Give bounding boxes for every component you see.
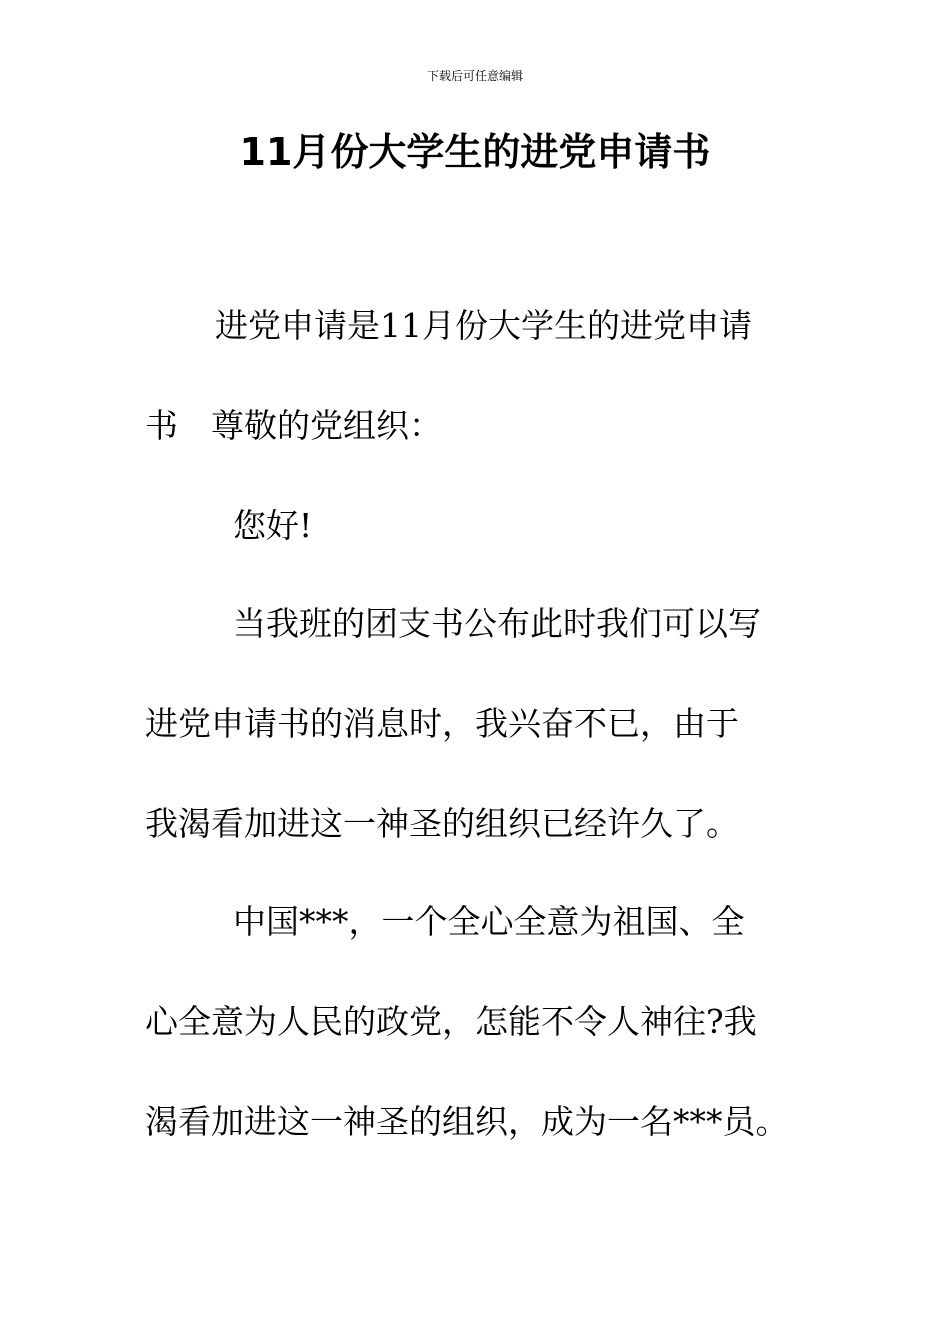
body-line-5: 进党申请书的消息时，我兴奋不已，由于 <box>145 704 739 743</box>
body-line-9: 渴看加进这一神圣的组织，成为一名***员。 <box>145 1102 789 1141</box>
body-line-3: 您好! <box>233 506 313 545</box>
body-line-1: 进党申请是11月份大学生的进党申请 <box>215 306 752 345</box>
document-title: 11月份大学生的进党申请书 <box>239 130 711 174</box>
body-line-8: 心全意为人民的政党，怎能不令人神往?我 <box>145 1002 757 1041</box>
body-line-4: 当我班的团支书公布此时我们可以写 <box>233 604 761 643</box>
header-note: 下载后可任意编辑 <box>426 69 523 83</box>
body-line-7: 中国***，一个全心全意为祖国、全 <box>233 902 745 941</box>
body-line-2: 书 尊敬的党组织： <box>145 406 442 445</box>
body-line-6: 我渴看加进这一神圣的组织已经许久了。 <box>145 804 739 843</box>
